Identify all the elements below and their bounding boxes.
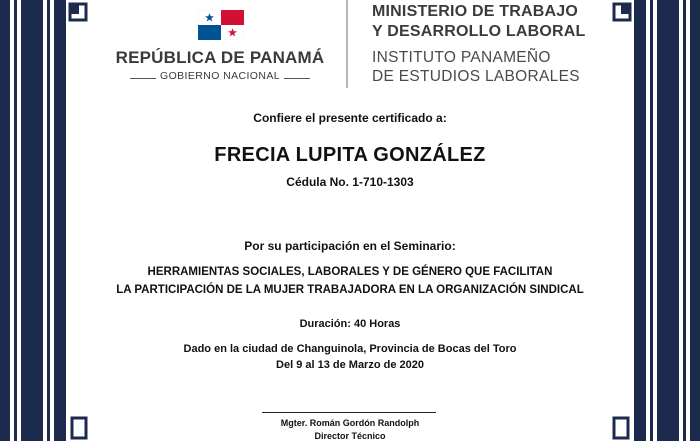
header-divider	[346, 0, 348, 88]
participation-text: Por su participación en el Seminario:	[244, 239, 456, 253]
republic-subtitle: GOBIERNO NACIONAL	[160, 70, 280, 82]
confers-text: Confiere el presente certificado a:	[253, 111, 447, 125]
institute-line-1: INSTITUTO PANAMEÑO	[372, 49, 551, 66]
left-decorative-border	[0, 0, 90, 441]
recipient-name: FRECIA LUPITA GONZÁLEZ	[214, 144, 486, 166]
id-number: Cédula No. 1-710-1303	[286, 175, 414, 189]
dates-text: Del 9 al 13 de Marzo de 2020	[276, 359, 424, 371]
place-text: Dado en la ciudad de Changuinola, Provincia de Bocas del Toro	[183, 343, 517, 355]
seminar-title-line-1: HERRAMIENTAS SOCIALES, LABORALES Y DE GÉNERO QUE FACILITAN	[147, 266, 553, 278]
ministry-line-2: Y DESARROLLO LABORAL	[372, 23, 586, 40]
right-decorative-border	[610, 0, 700, 441]
panama-flag-icon	[198, 10, 244, 40]
signatory-name: Mgter. Román Gordón Randolph	[280, 418, 420, 428]
ministry-line-1: MINISTERIO DE TRABAJO	[372, 3, 578, 20]
duration-text: Duración: 40 Horas	[299, 318, 401, 330]
institute-line-2: DE ESTUDIOS LABORALES	[372, 68, 580, 85]
republic-title: REPÚBLICA DE PANAMÁ	[115, 48, 325, 67]
subtitle-rule-right	[284, 78, 310, 79]
seminar-title-line-2: LA PARTICIPACIÓN DE LA MUJER TRABAJADORA EN LA ORGANIZACIÓN SINDICAL	[116, 284, 584, 296]
republic-logo	[110, 6, 330, 86]
republic-subtitle-row	[120, 70, 320, 86]
signature-line	[262, 412, 436, 413]
signatory-title: Director Técnico	[314, 431, 386, 441]
ministry-logo	[372, 2, 602, 86]
